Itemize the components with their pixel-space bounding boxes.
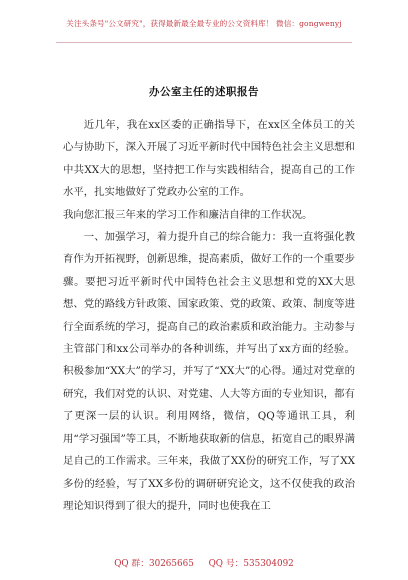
footer-qq-group: QQ 群：30265665 [114,559,194,569]
paragraph-report-line: 我向您汇报三年来的学习工作和廉洁自律的工作状况。 [63,208,313,221]
footer-qq-number: QQ 号：535304092 [208,559,294,569]
document-title: 办公室主任的述职报告 [149,86,259,98]
page-header [0,0,408,56]
header-notice: 关注头条号"公文研究"，获得最新最全最专业的公文资料库！ 微信：gongwenyj [66,19,342,28]
page-footer [0,556,408,569]
paragraph-section-1: 一、加强学习，着力提升自己的综合能力：我一直将强化教育作为开拓视野，创新思维，提高素质，做好工作的一个重要步骤。要把习近平新时代中国特色社会主义思想和党的XX大思想、党的路线方针政策、国家政策、党的政策、政策、制度等进行全面系统的学习，提高自己的政治素质和政治能力。主动参与主管部门和xx公司举办的各种训练，并写出了xx方面的经验。积极参加“XX大”的学习，并写了“XX大”的心得。通过对党章的研究，我们对党的认识、对党建、人大等方面的专业知识，都有了更深一层的认识。利用网络，微信，QQ等通讯工具，利用“学习强国”等工具，不断地获取新的信息，拓宽自己的眼界满足自己的工作需求。三年来，我做了XX份的研究工作，写了XX多份的经验，写了XX多份的调研研究论文，这不仅使我的政治理论知识得到了很大的提升，同时也使我在工 [63,231,355,512]
document-body [63,114,355,517]
paragraph-intro: 近几年，我在xx区委的正确指导下，在xx区全体员工的关心与协助下，深入开展了习近平新时代中国特色社会主义思想和中共XX大的思想，坚持把工作与实践相结合，提高自己的工作水平，扎实地做好了党政办公室的工作。 [63,119,355,199]
header-divider [56,42,352,43]
